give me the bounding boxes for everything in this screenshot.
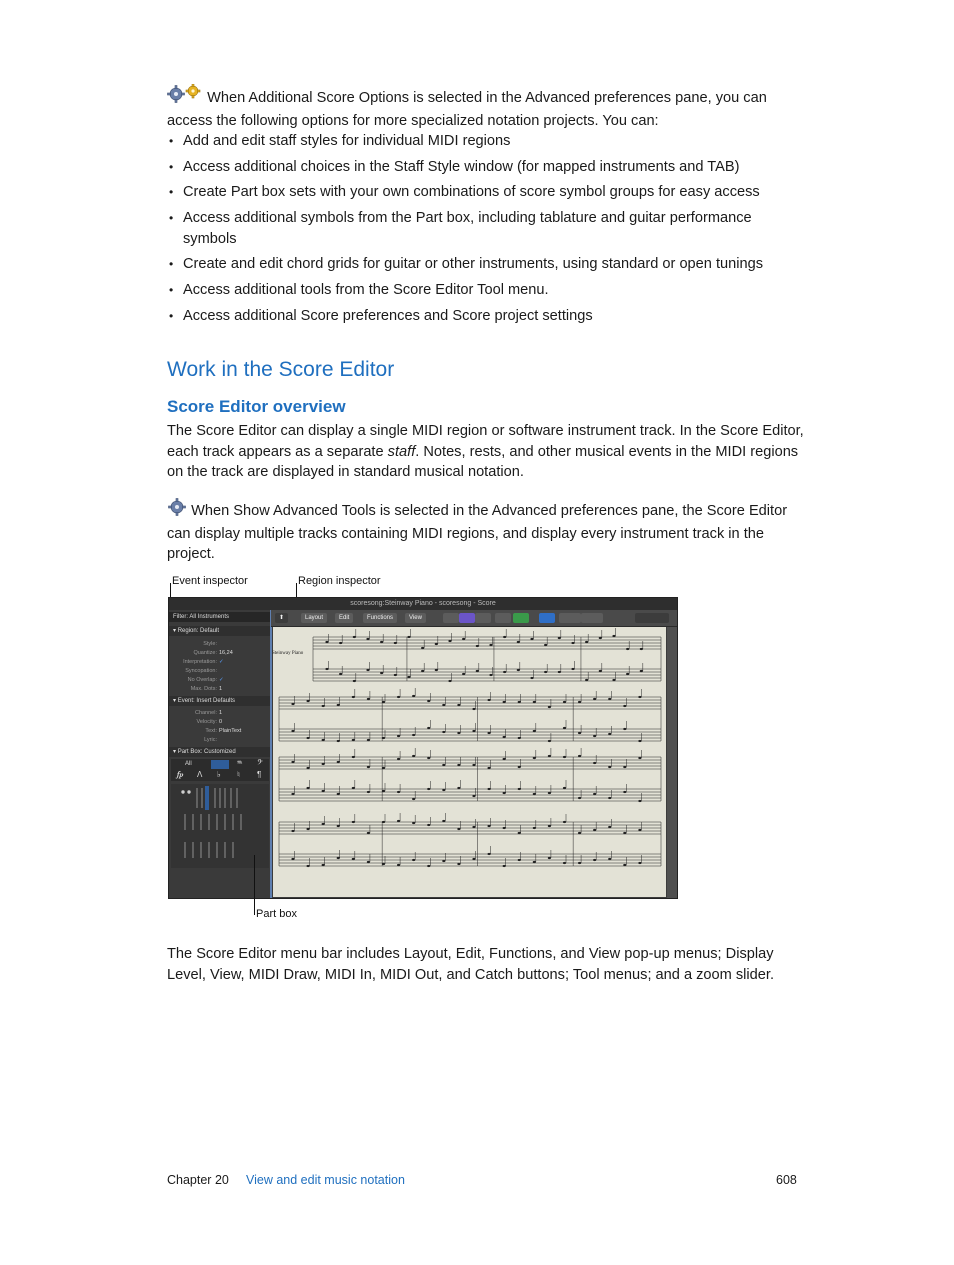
note-head	[412, 734, 415, 736]
note-head	[337, 761, 340, 763]
note-head	[533, 701, 536, 703]
note-head	[397, 758, 400, 760]
note-head	[448, 680, 451, 682]
note-head	[548, 792, 551, 794]
note-head	[472, 730, 475, 732]
note-head	[626, 648, 629, 650]
note-head	[337, 793, 340, 795]
note-head	[571, 642, 574, 644]
note-head	[472, 826, 475, 828]
note-head	[593, 793, 596, 795]
note-head	[563, 756, 566, 758]
note-head	[489, 674, 492, 676]
field-label: Style:	[203, 641, 217, 647]
note-head	[382, 863, 385, 865]
note-head	[608, 797, 611, 799]
note-head	[487, 853, 490, 855]
note-head	[533, 730, 536, 732]
note-head	[435, 669, 438, 671]
note-head	[382, 701, 385, 703]
note-head	[382, 767, 385, 769]
note-head	[593, 698, 596, 700]
note-head	[571, 668, 574, 670]
field-value[interactable]: 0	[219, 719, 223, 725]
note-head	[623, 864, 626, 866]
vertical-scrollbar[interactable]	[667, 627, 677, 898]
field-label: Quantize:	[193, 650, 217, 656]
note-head	[322, 705, 325, 707]
note-head	[353, 680, 356, 682]
note-head	[638, 800, 641, 802]
slur-group-icon[interactable]: ♭	[217, 770, 221, 779]
note-head	[640, 670, 643, 672]
partbox-all-tab[interactable]: All	[185, 761, 192, 767]
display-level-button[interactable]	[443, 613, 459, 623]
note-head	[593, 829, 596, 831]
note-head	[291, 830, 294, 832]
note-group-icon[interactable]	[211, 760, 229, 769]
edit-menu[interactable]: Edit	[335, 613, 353, 623]
score-area[interactable]	[273, 627, 666, 897]
note-head	[530, 638, 533, 640]
feature-list	[167, 131, 807, 331]
note-head	[427, 788, 430, 790]
subsection-title: Score Editor overview	[167, 397, 346, 416]
note-head	[367, 791, 370, 793]
note-head	[352, 858, 355, 860]
checkbox[interactable]: ✓	[219, 659, 224, 665]
note-head	[517, 641, 520, 643]
note-head	[352, 756, 355, 758]
note-head	[397, 864, 400, 866]
note-head	[503, 758, 506, 760]
note-head	[427, 865, 430, 867]
note-head	[352, 787, 355, 789]
note-head	[578, 832, 581, 834]
field-label: Lyric:	[204, 737, 217, 743]
note-head	[476, 645, 479, 647]
note-head	[306, 700, 309, 702]
note-head	[544, 644, 547, 646]
note-head	[427, 700, 430, 702]
partbox-group-tabs[interactable]	[171, 759, 269, 781]
note-head	[548, 755, 551, 757]
note-head	[503, 792, 506, 794]
note-head	[608, 858, 611, 860]
note-head	[442, 764, 445, 766]
note-head	[472, 764, 475, 766]
note-head	[563, 701, 566, 703]
footer-chapter: Chapter 20	[167, 1173, 229, 1187]
midi-out-button[interactable]	[513, 613, 529, 623]
note-head	[638, 740, 641, 742]
note-head	[306, 828, 309, 830]
list-item: • Create Part box sets with your own combinations of score symbol groups for easy access	[167, 182, 807, 203]
note-head	[407, 636, 410, 638]
note-head	[421, 670, 424, 672]
note-head	[487, 788, 490, 790]
note-head	[291, 730, 294, 732]
note-head	[442, 820, 445, 822]
note-head	[339, 642, 342, 644]
note-head	[367, 739, 370, 741]
note-head	[457, 764, 460, 766]
list-item: • Access additional choices in the Staff Style window (for mapped instruments and TAB)	[167, 157, 807, 178]
field-value[interactable]: 1	[219, 710, 223, 716]
note-head	[608, 826, 611, 828]
field-label: No Overlap:	[187, 677, 217, 683]
view-button[interactable]	[459, 613, 475, 623]
note-head	[457, 863, 460, 865]
note-head	[593, 735, 596, 737]
layout-menu[interactable]: Layout	[301, 613, 327, 623]
note-head	[337, 825, 340, 827]
note-head	[412, 859, 415, 861]
note-head	[558, 671, 561, 673]
note-head	[427, 757, 430, 759]
note-head	[608, 698, 611, 700]
score-editor-window	[168, 597, 678, 899]
note-head	[626, 673, 629, 675]
note-head	[518, 832, 521, 834]
list-item: • Access additional symbols from the Part box, including tablature and guitar performance symbols	[167, 208, 807, 249]
note-head	[366, 669, 369, 671]
note-head	[503, 636, 506, 638]
note-head	[578, 732, 581, 734]
note-head	[518, 701, 521, 703]
note-head	[382, 790, 385, 792]
note-head	[367, 698, 370, 700]
intro-paragraph	[167, 84, 807, 131]
note-head	[563, 787, 566, 789]
inspector-panel	[169, 610, 271, 898]
note-head	[322, 739, 325, 741]
region-inspector-header[interactable]	[169, 626, 271, 636]
note-head	[337, 857, 340, 859]
note-head	[394, 674, 397, 676]
note-head	[518, 788, 521, 790]
note-head	[339, 673, 342, 675]
note-head	[457, 732, 460, 734]
note-head	[325, 641, 328, 643]
note-head	[608, 766, 611, 768]
note-head	[548, 857, 551, 859]
note-head	[397, 791, 400, 793]
note-head	[291, 858, 294, 860]
region-value: Default	[200, 628, 220, 634]
note-head	[623, 728, 626, 730]
field-label: Channel:	[194, 710, 217, 716]
note-head	[380, 641, 383, 643]
event-label: Event:	[177, 698, 195, 704]
note-head	[322, 823, 325, 825]
note-head	[503, 671, 506, 673]
note-head	[442, 731, 445, 733]
note-head	[544, 671, 547, 673]
field-label: Text:	[205, 728, 217, 734]
note-head	[503, 865, 506, 867]
note-head	[366, 638, 369, 640]
page-number: 608	[776, 1173, 797, 1187]
overview-text-1: The Score Editor can display a single MIDI region or software instrument track. In the Score Editor, each track appears as a separate	[167, 423, 804, 460]
note-head	[599, 637, 602, 639]
note-head	[352, 821, 355, 823]
note-head	[558, 637, 561, 639]
note-head	[352, 696, 355, 698]
view-menu[interactable]: View	[405, 613, 426, 623]
note-head	[462, 638, 465, 640]
note-head	[380, 672, 383, 674]
note-head	[291, 703, 294, 705]
note-head	[585, 679, 588, 681]
note-head	[623, 791, 626, 793]
note-head	[623, 705, 626, 707]
section-title: Work in the Score Editor	[167, 358, 395, 381]
note-head	[503, 827, 506, 829]
note-head	[548, 740, 551, 742]
list-item: • Create and edit chord grids for guitar or other instruments, using standard or open tunings	[167, 254, 807, 275]
zoom-slider[interactable]	[635, 613, 669, 623]
note-head	[476, 670, 479, 672]
note-head	[518, 737, 521, 739]
note-head	[322, 763, 325, 765]
note-head	[472, 795, 475, 797]
callout-part-box: Part box	[256, 908, 297, 920]
overview-text-2: . Notes, rests, and other musical events in the MIDI regions on the track are displayed in standard musical notation.	[167, 443, 799, 480]
note-head	[578, 862, 581, 864]
accent-group-icon[interactable]: Λ	[197, 770, 203, 779]
field-value[interactable]: 1	[219, 686, 223, 692]
note-head	[352, 739, 355, 741]
note-head	[394, 642, 397, 644]
note-head	[325, 668, 328, 670]
note-head	[353, 636, 356, 638]
note-head	[367, 766, 370, 768]
note-head	[487, 825, 490, 827]
note-head	[457, 787, 460, 789]
note-head	[412, 798, 415, 800]
note-head	[367, 861, 370, 863]
staff-term: staff	[387, 443, 416, 460]
pointer-tool-menu[interactable]	[559, 613, 581, 623]
note-head	[638, 757, 641, 759]
score-notation	[273, 627, 666, 897]
window-title: scoresong:Steinway Piano - scoresong - Score	[169, 598, 677, 610]
field-label: Max. Dots:	[190, 686, 217, 692]
note-head	[412, 755, 415, 757]
note-head	[638, 862, 641, 864]
leader-line	[254, 855, 255, 915]
note-head	[623, 832, 626, 834]
note-head	[291, 793, 294, 795]
pedal-group-icon[interactable]: 𝆮	[237, 759, 243, 768]
note-head	[412, 822, 415, 824]
closing-paragraph: The Score Editor menu bar includes Layout, Edit, Functions, and View pop-up menus; Display Level, View, MIDI Draw, MIDI In, MIDI Out, and Catch buttons; Tool menus; and a zoom slider.	[167, 946, 774, 983]
event-value: Insert Defaults	[196, 698, 236, 704]
callout-region-inspector: Region inspector	[298, 575, 381, 587]
midi-in-button[interactable]	[495, 613, 511, 623]
note-head	[518, 859, 521, 861]
field-value[interactable]: 16,24	[219, 650, 233, 656]
note-head	[517, 669, 520, 671]
list-item: • Access additional tools from the Score Editor Tool menu.	[167, 280, 807, 301]
functions-menu[interactable]: Functions	[363, 613, 397, 623]
note-head	[533, 757, 536, 759]
note-head	[306, 737, 309, 739]
note-head	[337, 704, 340, 706]
field-label: Velocity:	[196, 719, 217, 725]
note-head	[593, 762, 596, 764]
note-head	[448, 640, 451, 642]
note-head	[503, 736, 506, 738]
note-head	[533, 793, 536, 795]
disclosure-triangle-icon: ▾	[173, 749, 178, 755]
catch-button[interactable]	[539, 613, 555, 623]
advanced-text: When Show Advanced Tools is selected in the Advanced preferences pane, the Score Editor can display multiple tracks containing MIDI regions, and display every instrument track in the project.	[167, 503, 788, 562]
note-head	[421, 647, 424, 649]
overview-paragraph	[167, 421, 807, 483]
note-head	[442, 789, 445, 791]
note-head	[563, 727, 566, 729]
note-head	[640, 648, 643, 650]
note-head	[487, 732, 490, 734]
list-item: • Add and edit staff styles for individual MIDI regions	[167, 131, 807, 152]
note-head	[412, 695, 415, 697]
note-head	[322, 864, 325, 866]
region-label: Region:	[177, 628, 199, 634]
dynamics-group-icon[interactable]: 𝆑𝆏	[177, 770, 184, 779]
note-head	[382, 737, 385, 739]
note-head	[427, 824, 430, 826]
advanced-gear-icon	[167, 84, 203, 111]
note-head	[487, 767, 490, 769]
partbox-label: Part Box: Customized	[177, 749, 236, 755]
key-group-icon[interactable]: ♮	[237, 770, 240, 779]
callout-event-inspector: Event inspector	[172, 575, 248, 587]
note-head	[518, 766, 521, 768]
note-head	[462, 673, 465, 675]
note-head	[578, 797, 581, 799]
note-head	[472, 858, 475, 860]
note-head	[599, 670, 602, 672]
note-head	[585, 641, 588, 643]
pencil-tool-menu[interactable]	[581, 613, 603, 623]
note-head	[291, 761, 294, 763]
note-head	[548, 706, 551, 708]
intro-text: When Additional Score Options is selected in the Advanced preferences pane, you can access the following options for more specialized notation projects. You can:	[167, 90, 767, 129]
note-head	[367, 832, 370, 834]
footer-chapter-link[interactable]: View and edit music notation	[246, 1173, 405, 1187]
note-head	[623, 766, 626, 768]
note-head	[306, 767, 309, 769]
note-head	[442, 860, 445, 862]
checkbox[interactable]: ✓	[219, 677, 224, 683]
disclosure-triangle-icon: ▾	[173, 628, 178, 634]
filter-menu[interactable]: Filter: All Instruments	[169, 612, 271, 622]
list-item: • Access additional Score preferences and Score project settings	[167, 306, 807, 327]
note-head	[530, 677, 533, 679]
field-value[interactable]: PlainText	[219, 728, 242, 734]
note-head	[638, 696, 641, 698]
note-head	[457, 828, 460, 830]
note-head	[435, 643, 438, 645]
note-head	[306, 865, 309, 867]
note-head	[533, 827, 536, 829]
note-head	[578, 755, 581, 757]
midi-draw-button[interactable]	[475, 613, 491, 623]
note-head	[593, 859, 596, 861]
note-head	[427, 727, 430, 729]
note-head	[457, 704, 460, 706]
note-head	[472, 708, 475, 710]
note-head	[563, 862, 566, 864]
inspector-toggle-icon[interactable]: ⬆	[275, 613, 288, 623]
note-head	[563, 821, 566, 823]
note-head	[638, 829, 641, 831]
field-label: Syncopation:	[185, 668, 217, 674]
disclosure-triangle-icon: ▾	[173, 698, 178, 704]
note-head	[407, 676, 410, 678]
note-head	[608, 733, 611, 735]
note-head	[382, 821, 385, 823]
score-toolbar	[271, 610, 677, 627]
note-head	[533, 861, 536, 863]
note-head	[548, 825, 551, 827]
note-head	[337, 740, 340, 742]
note-head	[442, 704, 445, 706]
note-head	[578, 701, 581, 703]
partbox-header[interactable]	[169, 747, 271, 757]
note-head	[612, 679, 615, 681]
text-group-icon[interactable]: ¶	[257, 770, 262, 779]
note-head	[397, 735, 400, 737]
advanced-paragraph	[167, 497, 807, 565]
note-head	[397, 820, 400, 822]
note-head	[322, 790, 325, 792]
note-head	[489, 644, 492, 646]
field-label: Interpretation:	[183, 659, 217, 665]
clef-group-icon[interactable]: 𝄢	[257, 758, 263, 768]
note-head	[612, 635, 615, 637]
note-head	[503, 701, 506, 703]
event-inspector-header[interactable]	[169, 696, 271, 706]
advanced-gear-icon	[167, 497, 187, 524]
note-head	[306, 787, 309, 789]
note-head	[487, 699, 490, 701]
note-head	[397, 696, 400, 698]
instrument-label: Steinway Piano	[272, 651, 304, 656]
